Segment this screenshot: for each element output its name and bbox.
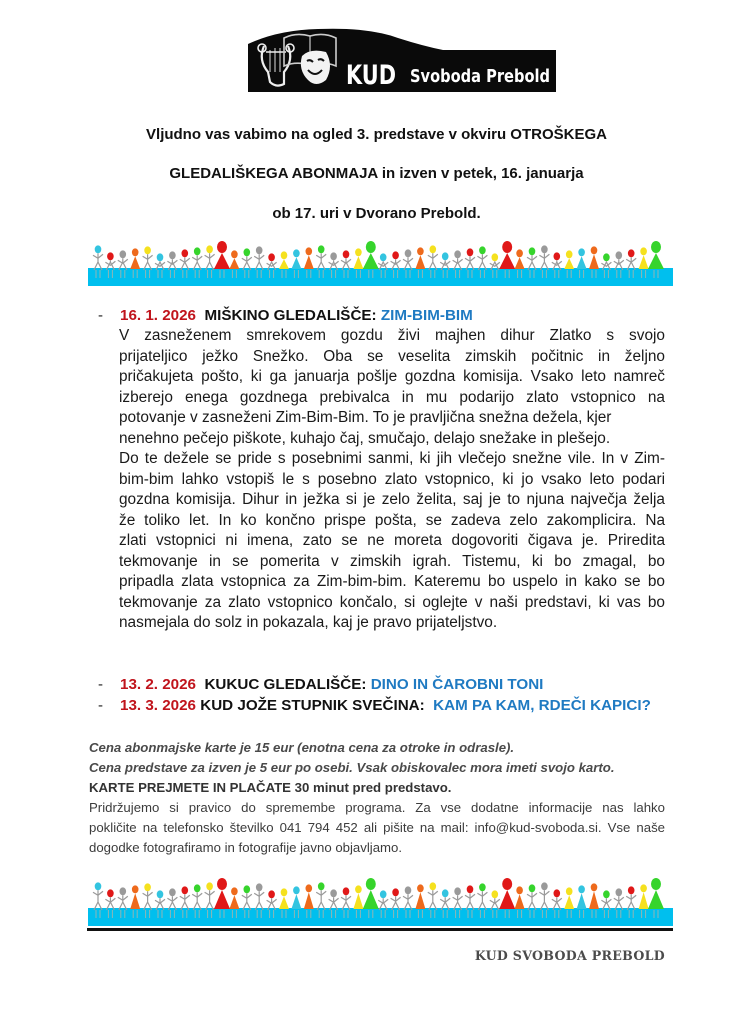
description-line: izberejo enega gozdnega prebivalca in mu podarijo zlato vstopnico na [119, 388, 665, 406]
event-2-bullet: - [98, 676, 103, 693]
event-1-title: ZIM-BIM-BIM [380, 307, 473, 324]
water-band [88, 268, 673, 286]
description-line: potovanje v zasneženi Zim-Bim-Bim. To je pravljična snežna dežela, kjer [119, 409, 612, 426]
invitation-line-3: ob 17. uri v Dvorano Prebold. [272, 205, 481, 222]
notice-line: pokličite na telefonsko številko 041 794 452 ali pišite na mail: info@kud-svoboda.si. Vse naše [89, 820, 665, 835]
description-line: nenehno pečejo piškote, kuhajo čaj, smučajo, delajo snežake in plešejo. [119, 429, 611, 447]
ticket-info [89, 738, 665, 858]
description-line: tekmovanje za zlato vstopnico končalo, si oglejte v naši predstavi, ki vas bo [119, 593, 665, 611]
logo-name-text: Svoboda Prebold [410, 66, 550, 87]
top-children-banner [88, 238, 673, 288]
notice-line: Pridržujemo si pravico do spremembe programa. Za vse dodatne informacije nas lahko [89, 800, 665, 815]
season-price-text: Cena abonmajske karte je 15 eur (enotna cena za otroke in odrasle). [89, 740, 515, 755]
bottom-divider [87, 928, 673, 931]
event-2-title: DINO IN ČAROBNI TONI [370, 676, 544, 693]
event-3-heading [120, 696, 680, 716]
water-band [88, 908, 673, 926]
event-2-group: KUKUC GLEDALIŠČE: [204, 676, 367, 693]
bottom-children-banner [88, 875, 673, 928]
event-1-description [119, 326, 665, 634]
ticket-purchase-text: KARTE PREJMETE IN PLAČATE 30 minut pred predstavo. [89, 780, 452, 795]
description-line: že toliko let. In ko končno prispe pošta, se zadeva zelo zakomplicira. Na [119, 511, 665, 529]
description-line: pripadla zlata vstopnica za Zim-bim-bim. Kateremu bo uspelo in kako se bo [119, 573, 665, 590]
event-1-date: 16. 1. 2026 [120, 307, 197, 324]
invitation-line-2: GLEDALIŠKEGA ABONMAJA in izven v petek, 16. januarja [169, 165, 584, 182]
event-3-group: KUD JOŽE STUPNIK SVEČINA: [200, 697, 425, 714]
description-line: bim-bim lahko vstopiš le s posebno zlato vstopnico, ki jo vsako leto podari [119, 470, 665, 488]
event-3-bullet: - [98, 697, 103, 714]
description-line: tekmovanje in se pomerita v zimskih igrah. Tistemu, ki bo zmagal, bo [119, 552, 665, 570]
event-1-group: MIŠKINO GLEDALIŠČE: [204, 307, 377, 324]
event-2-date: 13. 2. 2026 [120, 676, 197, 693]
kud-logo [248, 26, 556, 93]
description-line: Do te dežele se pride s posebnimi sanmi, ki jih vlečejo snežne vile. In v Zim- [119, 450, 665, 467]
description-line: nasmejala do solz in pokazala, kaj je pravo prijateljstvo. [119, 614, 498, 631]
footer-organization: KUD SVOBODA PREBOLD [474, 948, 665, 963]
description-line: zlati vstopnici ni imena, zato se ne moreta dogovoriti čigava je. Priredita [119, 532, 665, 549]
single-price-text: Cena predstave za izven je 5 eur po osebi. Vsak obiskovalec mora imeti svojo karto. [89, 760, 615, 775]
description-line: prijateljico ježko Snežko. Oba se veselita zimskih počitnic in željno [119, 347, 665, 365]
event-1-bullet: - [98, 307, 103, 324]
event-3-title: KAM PA KAM, RDEČI KAPICI? [433, 697, 651, 714]
description-line: gozdna komisija. Dihur in ježka si je zelo želita, saj je to njuna največja želja [119, 491, 665, 508]
description-line: pričakujeta pošto, ki ga januarja pošlje gozdna komisija. Vsako leto namreč [119, 368, 665, 385]
invitation-line-1: Vljudno vas vabimo na ogled 3. predstave v okviru OTROŠKEGA [146, 126, 607, 143]
notice-line: dogodke fotografiramo in fotografije javno objavljamo. [89, 840, 403, 855]
event-2-heading [120, 675, 680, 695]
event-1-heading [120, 306, 680, 326]
event-3-date: 13. 3. 2026 [120, 697, 197, 714]
description-line: V zasneženem smrekovem gozdu živi majhen dihur Zlatko s svojo [119, 327, 665, 344]
logo-kud-text: KUD [346, 60, 396, 91]
